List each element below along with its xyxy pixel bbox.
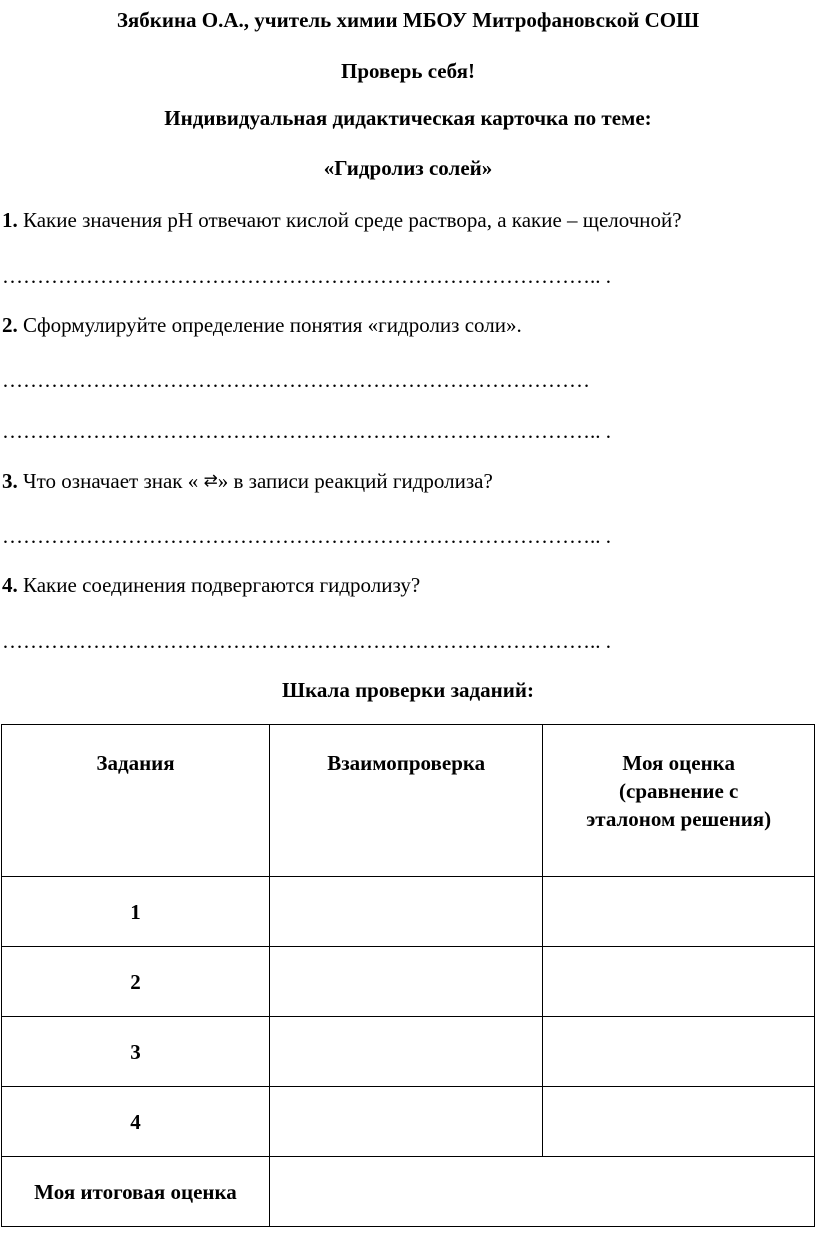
peer-review-cell[interactable] <box>270 947 543 1017</box>
equilibrium-arrows-icon: ⇄ <box>203 471 218 491</box>
task-number: 1 <box>2 877 270 947</box>
my-grade-cell[interactable] <box>543 947 815 1017</box>
final-grade-cell[interactable] <box>270 1157 815 1227</box>
task-number: 4 <box>2 1087 270 1157</box>
header-tasks: Задания <box>2 725 270 877</box>
peer-review-cell[interactable] <box>270 877 543 947</box>
question-number: 3. <box>2 469 18 493</box>
my-grade-cell[interactable] <box>543 877 815 947</box>
table-row <box>2 877 815 947</box>
answer-line-4[interactable]: ………………………………………………………………………….. . <box>2 629 611 653</box>
table-row <box>2 947 815 1017</box>
header-peer-review: Взаимопроверка <box>270 725 543 877</box>
task-number: 2 <box>2 947 270 1017</box>
question-number: 2. <box>2 313 18 337</box>
question-text-after: » в записи реакций гидролиза? <box>217 469 493 493</box>
question-2 <box>2 312 816 338</box>
question-text-before: Что означает знак « <box>17 469 199 493</box>
table-row <box>2 1087 815 1157</box>
question-number: 1. <box>2 208 18 232</box>
table-row <box>2 1017 815 1087</box>
answer-line-2b[interactable]: ………………………………………………………………………….. . <box>2 419 611 443</box>
card-title: Индивидуальная дидактическая карточка по теме: <box>164 106 652 130</box>
header-my-grade: Моя оценка (сравнение с эталоном решения) <box>543 725 815 877</box>
question-number: 4. <box>2 573 18 597</box>
my-grade-cell[interactable] <box>543 1017 815 1087</box>
table-header-row <box>2 725 815 877</box>
topic-title: «Гидролиз солей» <box>323 156 493 180</box>
answer-line-2a[interactable]: ………………………………………………………………………… <box>2 368 590 392</box>
peer-review-cell[interactable] <box>270 1087 543 1157</box>
answer-line-1[interactable]: ………………………………………………………………………….. . <box>2 264 611 288</box>
check-yourself-title: Проверь себя! <box>341 59 475 83</box>
score-table <box>1 724 815 1227</box>
final-grade-row <box>2 1157 815 1227</box>
question-3 <box>2 468 816 494</box>
question-4 <box>2 572 816 598</box>
question-1 <box>2 207 816 233</box>
answer-line-3[interactable]: ………………………………………………………………………….. . <box>2 524 611 548</box>
question-text: Какие значения рН отвечают кислой среде раствора, а какие – щелочной? <box>17 208 682 232</box>
scale-title: Шкала проверки заданий: <box>282 678 534 702</box>
author-line: Зябкина О.А., учитель химии МБОУ Митрофановской СОШ <box>116 8 700 32</box>
task-number: 3 <box>2 1017 270 1087</box>
final-grade-label: Моя итоговая оценка <box>2 1157 270 1227</box>
question-text: Какие соединения подвергаются гидролизу? <box>17 573 421 597</box>
my-grade-cell[interactable] <box>543 1087 815 1157</box>
question-text: Сформулируйте определение понятия «гидролиз соли». <box>17 313 522 337</box>
peer-review-cell[interactable] <box>270 1017 543 1087</box>
